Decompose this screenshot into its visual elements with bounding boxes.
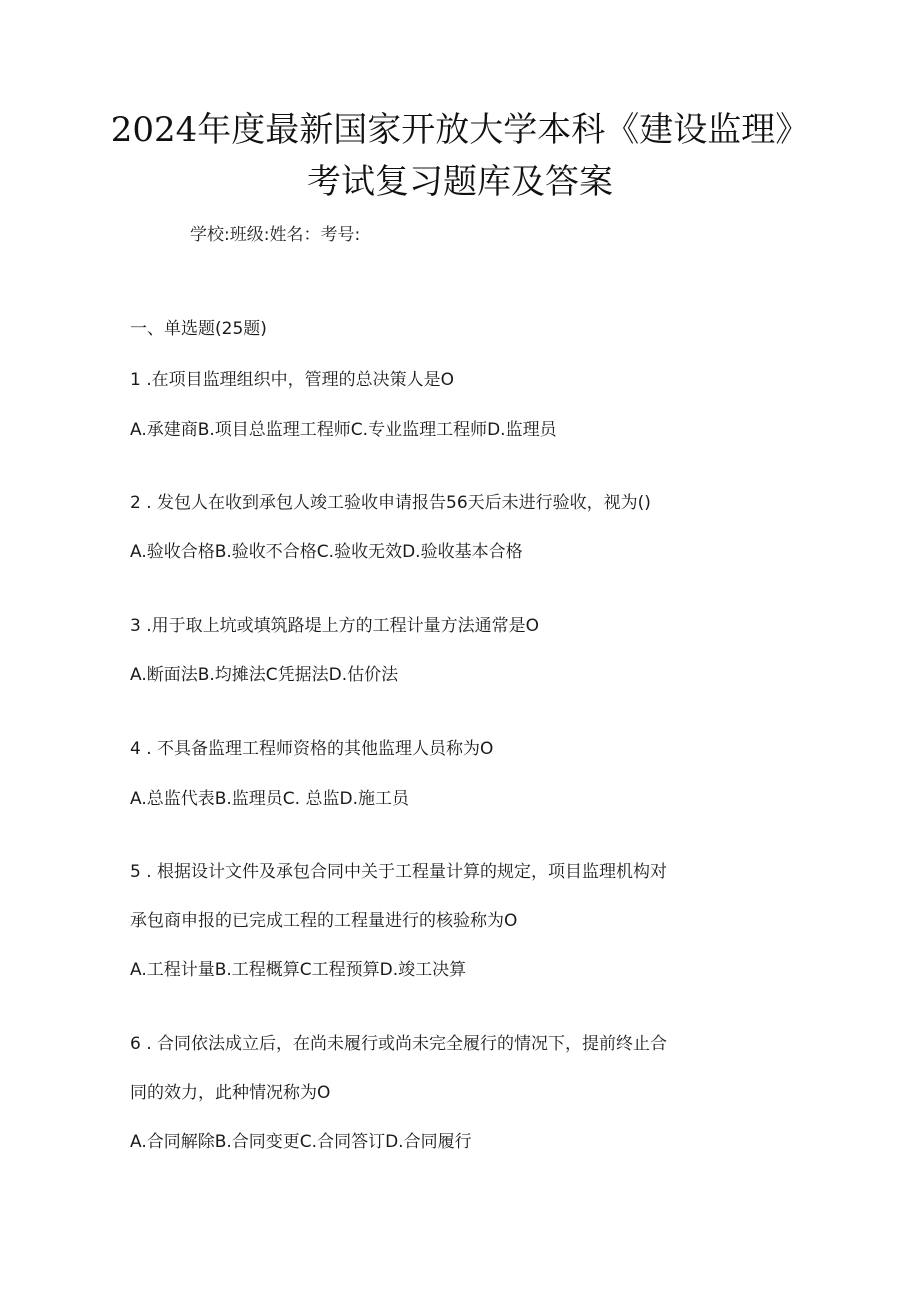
question-5-stem-line-2: 承包商申报的已完成工程的工程量进行的核验称为O <box>130 911 518 931</box>
question-4-stem: 4 . 不具备监理工程师资格的其他监理人员称为O <box>130 739 494 759</box>
document-title-line-2: 考试复习题库及答案 <box>307 162 613 202</box>
question-1-options: A.承建商B.项目总监理工程师C.专业监理工程师D.监理员 <box>130 420 557 440</box>
question-3-options: A.断面法B.均摊法C凭据法D.估价法 <box>130 665 399 685</box>
document-title-line-1: 2024年度最新国家开放大学本科《建设监理》 <box>110 110 810 150</box>
question-6-options: A.合同解除B.合同变更C.合同答订D.合同履行 <box>130 1132 472 1152</box>
question-6-stem-line-2: 同的效力，此种情况称为O <box>130 1083 331 1103</box>
question-2-options: A.验收合格B.验收不合格C.验收无效D.验收基本合格 <box>130 542 523 562</box>
question-5-options: A.工程计量B.工程概算C工程预算D.竣工决算 <box>130 960 467 980</box>
question-2-stem: 2 . 发包人在收到承包人竣工验收申请报告56天后未进行验收，视为() <box>130 493 651 513</box>
question-6-stem-line-1: 6 . 合同依法成立后，在尚未履行或尚未完全履行的情况下，提前终止合 <box>130 1034 668 1054</box>
question-5-stem-line-1: 5 . 根据设计文件及承包合同中关于工程量计算的规定，项目监理机构对 <box>130 862 668 882</box>
student-info-line: 学校:班级:姓名：考号: <box>190 225 361 245</box>
section-heading: 一、单选题(25题) <box>130 319 267 339</box>
question-4-options: A.总监代表B.监理员C. 总监D.施工员 <box>130 789 409 809</box>
question-1-stem: 1 .在项目监理组织中，管理的总决策人是O <box>130 370 455 390</box>
question-3-stem: 3 .用于取上坑或填筑路堤上方的工程计量方法通常是O <box>130 616 540 636</box>
